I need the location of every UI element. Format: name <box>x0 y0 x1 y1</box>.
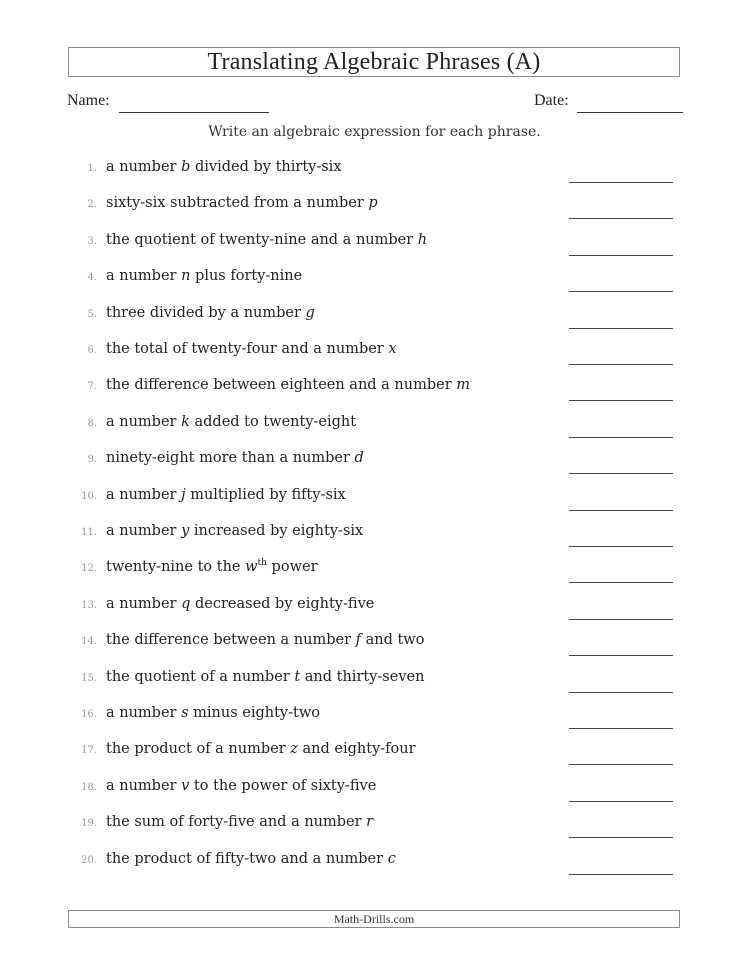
superscript: th <box>257 558 267 569</box>
answer-line[interactable] <box>569 619 673 620</box>
problem-item <box>0 811 749 847</box>
problem-item <box>0 192 749 228</box>
problem-text: the quotient of twenty-nine and a number h <box>106 231 428 248</box>
problem-number: 3. <box>87 235 97 247</box>
answer-line[interactable] <box>569 728 673 729</box>
answer-line[interactable] <box>569 364 673 365</box>
variable: v <box>181 777 190 794</box>
problem-text: a number v to the power of sixty-five <box>106 777 377 794</box>
problem-number: 19. <box>81 818 97 830</box>
problem-item <box>0 484 749 520</box>
footer-text: Math-Drills.com <box>333 911 415 926</box>
problem-number: 9. <box>87 454 97 466</box>
problem-text: the difference between a number f and two <box>106 632 425 649</box>
variable: h <box>417 231 428 248</box>
variable: c <box>387 850 396 867</box>
name-label: Name: <box>67 92 110 109</box>
problem-item <box>0 265 749 301</box>
problem-item <box>0 338 749 374</box>
problem-text: the product of a number z and eighty-four <box>106 741 416 758</box>
problem-number: 6. <box>87 345 97 356</box>
variable: w <box>245 559 258 576</box>
date-field-line[interactable] <box>577 112 683 113</box>
answer-line[interactable] <box>569 328 673 329</box>
problem-number: 18. <box>81 781 97 793</box>
answer-line[interactable] <box>569 510 673 511</box>
problem-item <box>0 775 749 811</box>
answer-line[interactable] <box>569 182 673 183</box>
answer-line[interactable] <box>569 582 673 583</box>
variable: b <box>181 159 191 175</box>
variable: p <box>368 195 378 212</box>
variable: j <box>181 486 186 503</box>
answer-line[interactable] <box>569 255 673 256</box>
variable: y <box>181 523 190 539</box>
variable: s <box>181 705 189 721</box>
problem-item <box>0 666 749 702</box>
problem-text: a number s minus eighty-two <box>106 705 320 721</box>
date-label: Date: <box>534 92 569 109</box>
title-box <box>68 47 680 77</box>
variable: m <box>456 377 471 394</box>
variable: r <box>366 814 374 831</box>
answer-line[interactable] <box>569 874 673 875</box>
problem-item <box>0 556 749 592</box>
footer-box <box>68 910 680 928</box>
variable: k <box>181 413 190 430</box>
variable: z <box>290 741 298 758</box>
problem-number: 1. <box>87 163 97 174</box>
problem-number: 8. <box>87 417 97 429</box>
problem-number: 5. <box>87 308 97 320</box>
answer-line[interactable] <box>569 655 673 656</box>
problem-text: the quotient of a number t and thirty-seven <box>106 668 425 685</box>
problem-item <box>0 156 749 192</box>
page-title: Translating Algebraic Phrases (A) <box>207 48 541 75</box>
variable: f <box>355 632 361 649</box>
problem-text: the product of fifty-two and a number c <box>106 850 396 867</box>
problem-text: a number n plus forty-nine <box>106 268 303 285</box>
problem-number: 4. <box>87 272 97 284</box>
problem-text: the sum of forty-five and a number r <box>106 814 374 831</box>
problem-number: 10. <box>81 490 97 502</box>
problem-item <box>0 374 749 410</box>
problem-item <box>0 520 749 556</box>
name-field-line[interactable] <box>119 112 269 113</box>
problem-text: a number j multiplied by fifty-six <box>106 486 346 503</box>
answer-line[interactable] <box>569 692 673 693</box>
answer-line[interactable] <box>569 546 673 547</box>
instructions: Write an algebraic expression for each phrase. <box>208 124 541 140</box>
problem-text: sixty-six subtracted from a number p <box>106 195 378 212</box>
problem-item <box>0 738 749 774</box>
variable: q <box>181 595 191 612</box>
variable: t <box>294 668 301 685</box>
answer-line[interactable] <box>569 400 673 401</box>
problem-number: 15. <box>81 672 97 684</box>
problem-item <box>0 447 749 483</box>
problem-number: 13. <box>81 599 97 611</box>
problem-item <box>0 302 749 338</box>
problem-item <box>0 702 749 738</box>
answer-line[interactable] <box>569 837 673 838</box>
problem-number: 7. <box>87 381 97 393</box>
answer-line[interactable] <box>569 473 673 474</box>
problem-text: the total of twenty-four and a number x <box>106 341 397 357</box>
problem-text: a number q decreased by eighty-five <box>106 595 375 612</box>
problem-item <box>0 411 749 447</box>
problem-number: 14. <box>81 636 97 648</box>
problem-text: the difference between eighteen and a number m <box>106 377 471 394</box>
problem-number: 11. <box>81 527 97 538</box>
answer-line[interactable] <box>569 218 673 219</box>
name-date-row <box>67 92 683 116</box>
answer-line[interactable] <box>569 801 673 802</box>
problem-number: 17. <box>81 745 97 757</box>
problem-text: twenty-nine to the $w^{th}$ power <box>106 558 318 576</box>
problem-item <box>0 593 749 629</box>
answer-line[interactable] <box>569 291 673 292</box>
answer-line[interactable] <box>569 437 673 438</box>
problem-item <box>0 229 749 265</box>
problem-number: 12. <box>81 563 97 575</box>
answer-line[interactable] <box>569 764 673 765</box>
problem-number: 16. <box>81 709 97 720</box>
problem-item <box>0 629 749 665</box>
variable: d <box>354 450 364 467</box>
problem-text: a number k added to twenty-eight <box>106 413 357 430</box>
variable: x <box>388 341 397 357</box>
problem-text: ninety-eight more than a number d <box>106 450 364 467</box>
variable: g <box>305 304 315 321</box>
problem-item <box>0 848 749 884</box>
problem-text: three divided by a number g <box>106 304 315 321</box>
problem-number: 2. <box>87 199 97 211</box>
problem-text: a number b divided by thirty-six <box>106 159 342 175</box>
variable: n <box>181 268 191 285</box>
problem-text: a number y increased by eighty-six <box>106 523 364 539</box>
problem-number: 20. <box>81 854 97 866</box>
